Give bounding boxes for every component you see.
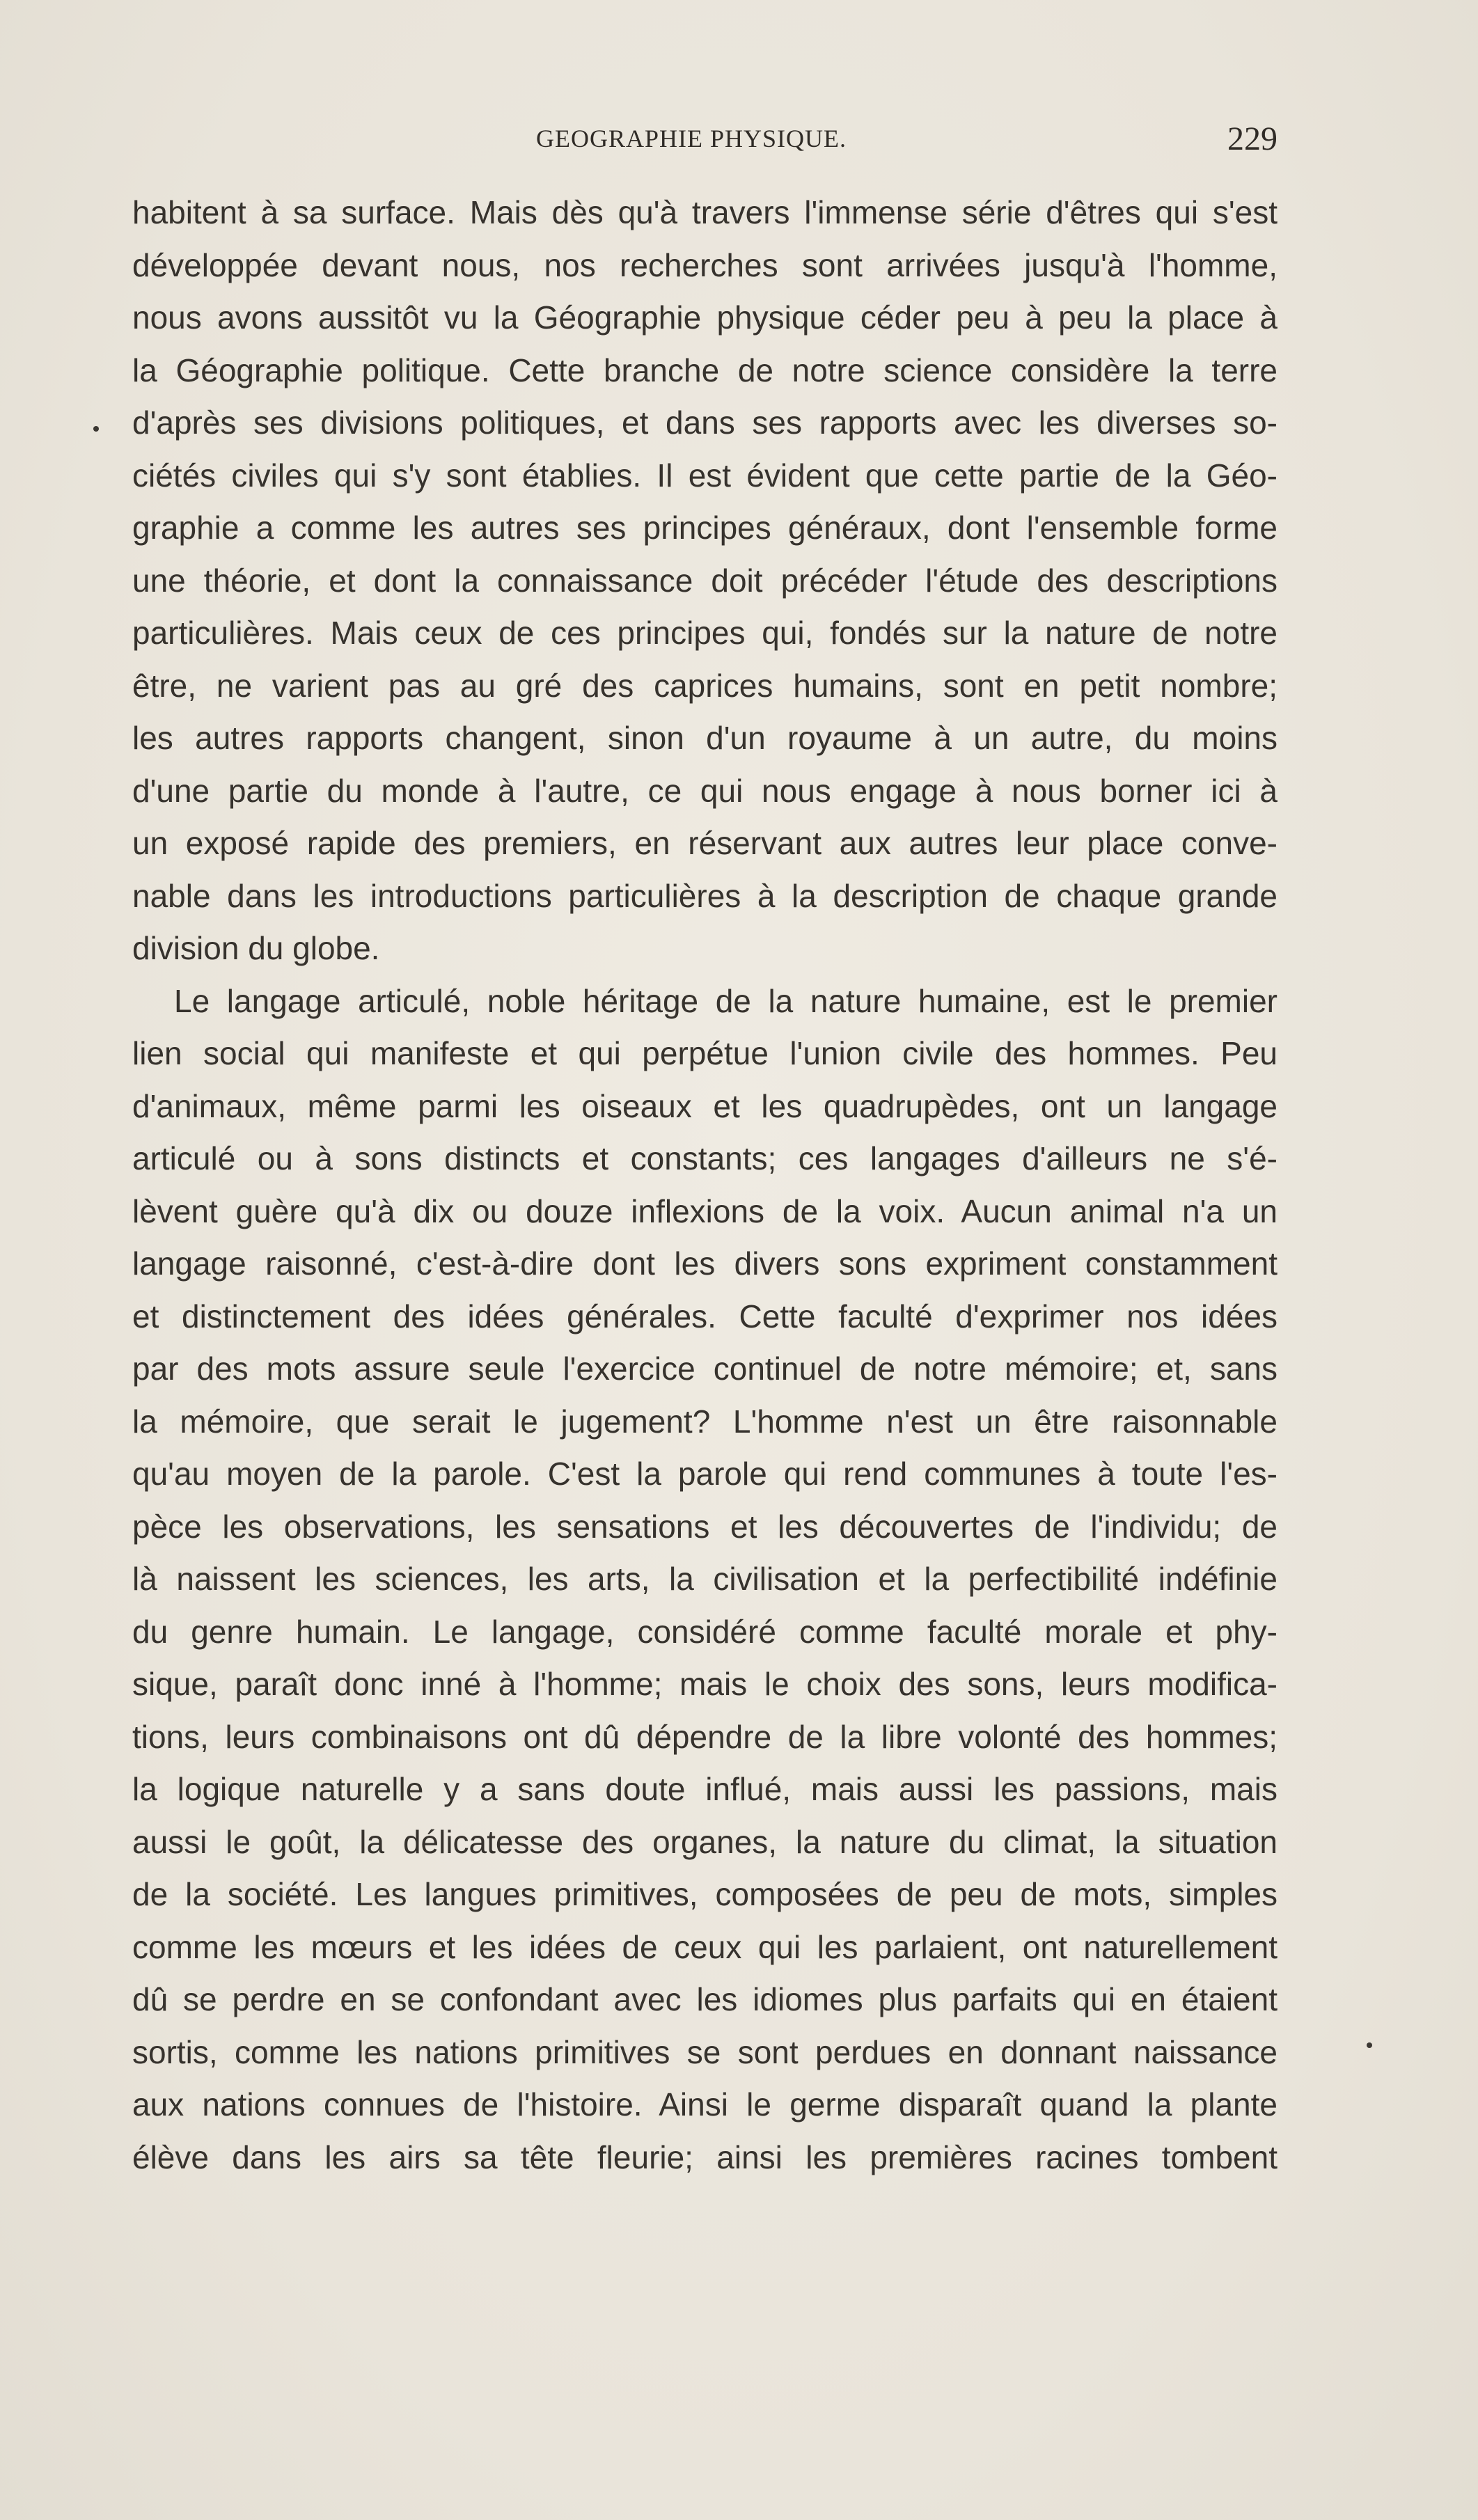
paragraph-2 <box>132 975 1277 2184</box>
text-line: aussi le goût, la délicatesse des organes, la nature du climat, la situation <box>132 1823 1277 1860</box>
ink-speck <box>93 426 99 432</box>
text-line: particulières. Mais ceux de ces principes qui, fondés sur la nature de notre <box>132 615 1277 651</box>
text-line: d'après ses divisions politiques, et dans ses rapports avec les diverses so- <box>132 404 1277 441</box>
text-line: là naissent les sciences, les arts, la civilisation et la perfectibilité indéfinie <box>132 1561 1277 1597</box>
text-line: de la société. Les langues primitives, composées de peu de mots, simples <box>132 1876 1277 1912</box>
text-line: être, ne varient pas au gré des caprices humains, sont en petit nombre; <box>132 667 1277 704</box>
running-head: GEOGRAPHIE PHYSIQUE. <box>536 125 847 152</box>
text-line: division du globe. <box>132 930 380 966</box>
text-line: par des mots assure seule l'exercice continuel de notre mémoire; et, sans <box>132 1350 1277 1387</box>
text-line: nable dans les introductions particulières à la description de chaque grande <box>132 877 1277 914</box>
text-line: ciétés civiles qui s'y sont établies. Il est évident que cette partie de la Géo- <box>132 457 1277 494</box>
text-line: la logique naturelle y a sans doute influé, mais aussi les passions, mais <box>132 1771 1277 1807</box>
text-line: la Géographie politique. Cette branche de notre science considère la terre <box>132 352 1277 388</box>
text-line: langage raisonné, c'est-à-dire dont les divers sons expriment constamment <box>132 1245 1277 1282</box>
text-line: sique, paraît donc inné à l'homme; mais le choix des sons, leurs modifica- <box>132 1666 1277 1702</box>
page-header <box>132 120 1277 166</box>
body-text <box>132 187 1277 2184</box>
text-line: lèvent guère qu'à dix ou douze inflexions de la voix. Aucun animal n'a un <box>132 1192 1277 1229</box>
text-line: un exposé rapide des premiers, en réservant aux autres leur place conve- <box>132 825 1277 861</box>
text-line: élève dans les airs sa tête fleurie; ainsi les premières racines tombent <box>132 2139 1277 2175</box>
paragraph-1 <box>132 187 1277 975</box>
text-line: comme les mœurs et les idées de ceux qui les parlaient, ont naturellement <box>132 1928 1277 1965</box>
text-line: lien social qui manifeste et qui perpétue l'union civile des hommes. Peu <box>132 1035 1277 1071</box>
ink-speck <box>1367 2042 1372 2048</box>
text-line: et distinctement des idées générales. Cette faculté d'exprimer nos idées <box>132 1298 1277 1334</box>
text-line: articulé ou à sons distincts et constants; ces langages d'ailleurs ne s'é- <box>132 1140 1277 1176</box>
text-line: habitent à sa surface. Mais dès qu'à travers l'immense série d'êtres qui s'est <box>132 194 1277 230</box>
text-line: d'animaux, même parmi les oiseaux et les quadrupèdes, ont un langage <box>132 1087 1277 1124</box>
text-line: tions, leurs combinaisons ont dû dépendre de la libre volonté des hommes; <box>132 1718 1277 1755</box>
text-line: sortis, comme les nations primitives se sont perdues en donnant naissance <box>132 2033 1277 2070</box>
text-line: les autres rapports changent, sinon d'un royaume à un autre, du moins <box>132 720 1277 756</box>
text-line: développée devant nous, nos recherches sont arrivées jusqu'à l'homme, <box>132 246 1277 283</box>
page-number: 229 <box>1227 120 1277 157</box>
text-line: nous avons aussitôt vu la Géographie physique céder peu à peu la place à <box>132 299 1277 336</box>
text-line: du genre humain. Le langage, considéré comme faculté morale et phy- <box>132 1613 1277 1650</box>
text-line: graphie a comme les autres ses principes généraux, dont l'ensemble forme <box>132 510 1277 546</box>
text-line: qu'au moyen de la parole. C'est la parole qui rend communes à toute l'es- <box>132 1456 1277 1492</box>
text-line: la mémoire, que serait le jugement? L'homme n'est un être raisonnable <box>132 1403 1277 1440</box>
text-line: Le langage articulé, noble héritage de la nature humaine, est le premier <box>174 982 1277 1019</box>
text-line: dû se perdre en se confondant avec les idiomes plus parfaits qui en étaient <box>132 1981 1277 2017</box>
text-line: d'une partie du monde à l'autre, ce qui nous engage à nous borner ici à <box>132 772 1277 809</box>
text-line: aux nations connues de l'histoire. Ainsi le germe disparaît quand la plante <box>132 2086 1277 2123</box>
text-line: pèce les observations, les sensations et les découvertes de l'individu; de <box>132 1508 1277 1545</box>
text-line: une théorie, et dont la connaissance doit précéder l'étude des descriptions <box>132 562 1277 599</box>
